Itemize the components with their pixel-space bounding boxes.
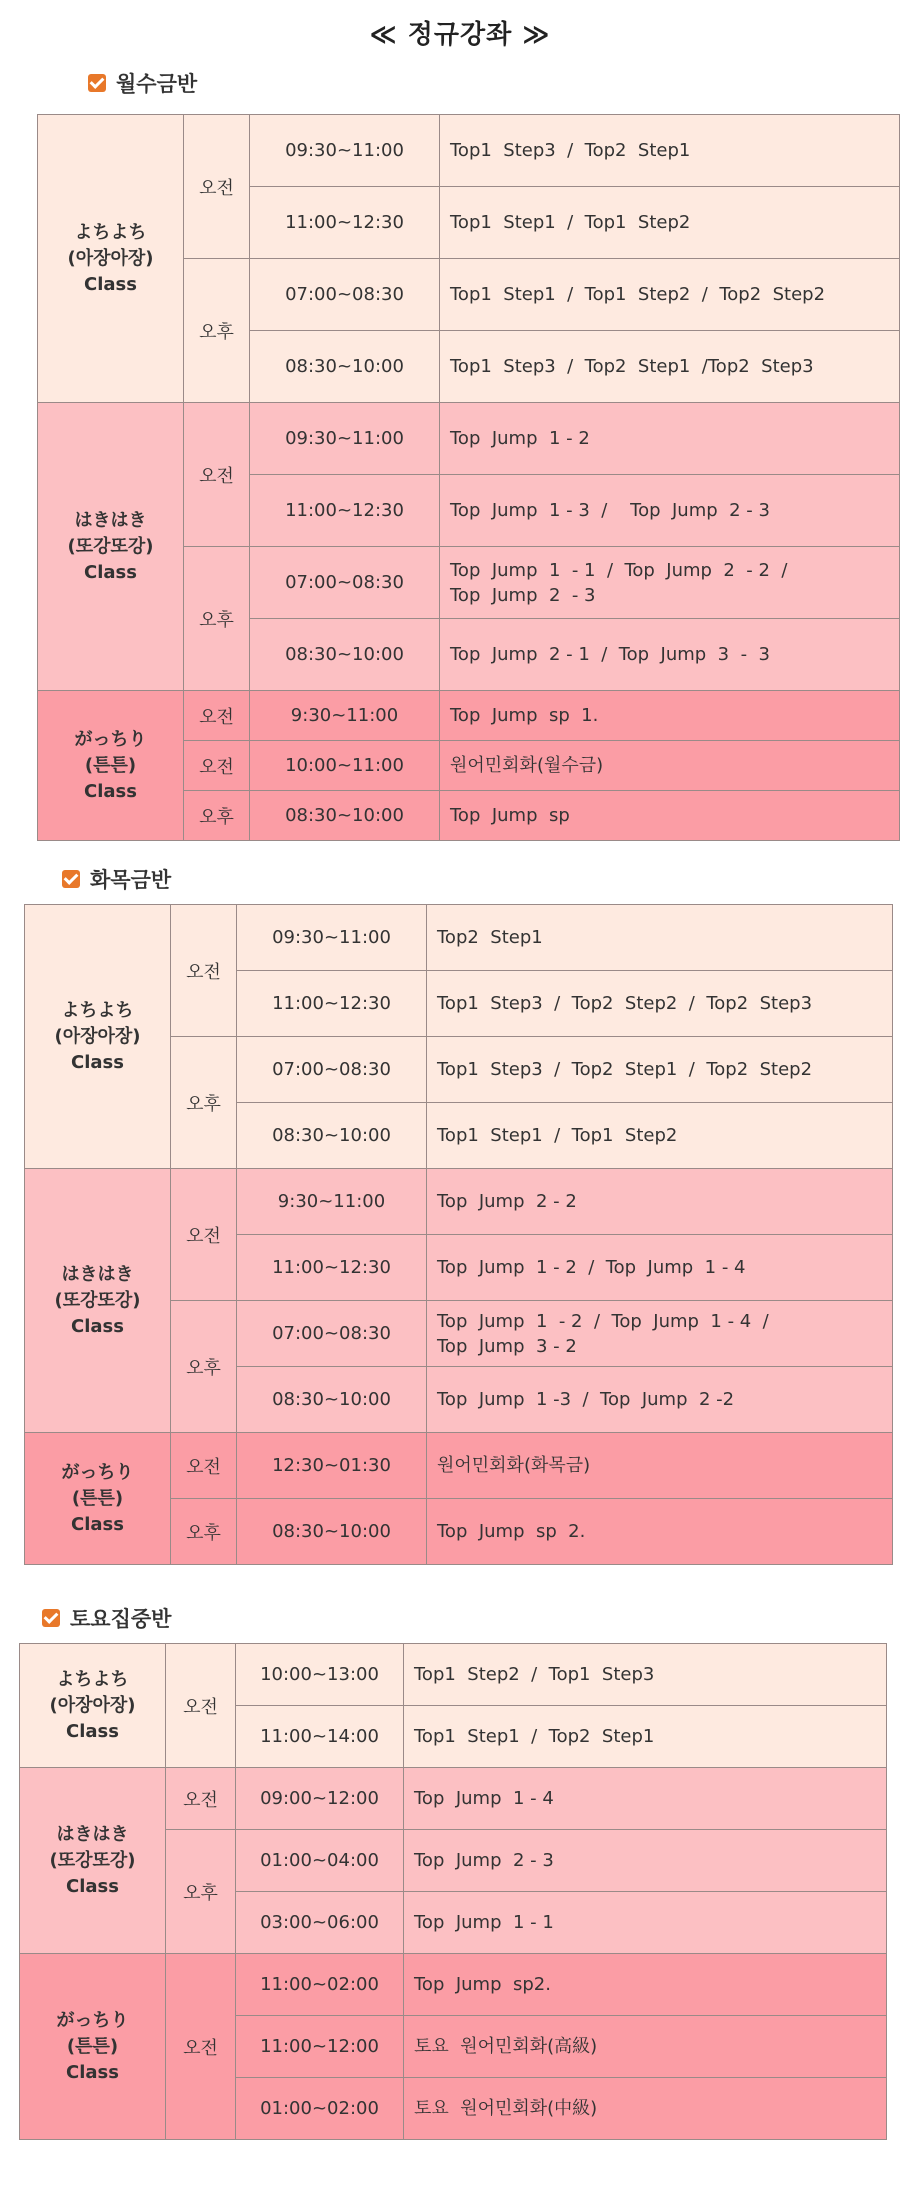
section-title (42, 1603, 171, 1633)
table-row (20, 1768, 887, 1830)
class-level-kr: (또강또강) (54, 1289, 141, 1311)
course-cell: Top Jump sp 1. (440, 691, 900, 741)
class-level-kr: (튼튼) (71, 1487, 124, 1509)
checkbox-icon (62, 870, 80, 888)
course-cell: 토요 원어민회화(中級) (404, 2078, 887, 2140)
course-cell: Top Jump 1 - 2 / Top Jump 1 - 4 (427, 1235, 893, 1301)
class-level-jp: はきはき (56, 1823, 129, 1845)
schedule-table (24, 904, 893, 1565)
course-cell: Top1 Step3 / Top2 Step1 /Top2 Step3 (440, 331, 900, 403)
course-cell: Top Jump 1 - 1 (404, 1892, 887, 1954)
time-cell: 11:00~02:00 (236, 1954, 404, 2016)
time-cell: 10:00~13:00 (236, 1644, 404, 1706)
course-cell: Top Jump 1 - 2 / Top Jump 1 - 4 / Top Jump 3 - 2 (427, 1301, 893, 1367)
time-cell: 08:30~10:00 (250, 619, 440, 691)
course-cell: 원어민회화(월수금) (440, 741, 900, 791)
section-title-text: 화목금반 (90, 868, 172, 892)
time-cell: 01:00~02:00 (236, 2078, 404, 2140)
time-cell: 09:30~11:00 (250, 403, 440, 475)
ampm-cell: 오전 (171, 1433, 237, 1499)
class-level-jp: がっちり (74, 728, 147, 750)
class-level-jp: がっちり (61, 1461, 134, 1483)
checkbox-icon (88, 74, 106, 92)
course-cell: Top1 Step3 / Top2 Step1 / Top2 Step2 (427, 1037, 893, 1103)
table-row (38, 691, 900, 741)
time-cell: 08:30~10:00 (237, 1367, 427, 1433)
time-cell: 9:30~11:00 (250, 691, 440, 741)
course-cell: 원어민회화(화목금) (427, 1433, 893, 1499)
ampm-cell: 오후 (166, 1830, 236, 1954)
table-row (25, 1433, 893, 1499)
course-cell: 토요 원어민회화(高級) (404, 2016, 887, 2078)
table-row (38, 115, 900, 187)
class-level-kr: (아장아장) (54, 1025, 141, 1047)
time-cell: 09:00~12:00 (236, 1768, 404, 1830)
time-cell: 12:30~01:30 (237, 1433, 427, 1499)
class-level-kr: (또강또강) (67, 535, 154, 557)
course-cell: Top2 Step1 (427, 905, 893, 971)
time-cell: 09:30~11:00 (250, 115, 440, 187)
course-cell: Top Jump 2 - 2 (427, 1169, 893, 1235)
class-level-jp: よちよち (74, 221, 147, 243)
time-cell: 08:30~10:00 (237, 1499, 427, 1565)
class-level-cell (38, 403, 184, 691)
class-level-jp: よちよち (61, 999, 134, 1021)
course-cell: Top1 Step2 / Top1 Step3 (404, 1644, 887, 1706)
time-cell: 08:30~10:00 (250, 791, 440, 841)
course-cell: Top1 Step1 / Top2 Step1 (404, 1706, 887, 1768)
time-cell: 11:00~12:30 (237, 971, 427, 1037)
time-cell: 11:00~12:30 (237, 1235, 427, 1301)
class-level-kr: (튼튼) (84, 754, 137, 776)
section-title (88, 68, 197, 98)
course-cell: Top Jump 1 - 1 / Top Jump 2 - 2 / Top Jump 2 - 3 (440, 547, 900, 619)
ampm-cell: 오전 (184, 403, 250, 547)
course-cell: Top Jump sp 2. (427, 1499, 893, 1565)
ampm-cell: 오전 (166, 1644, 236, 1768)
table-row (25, 1169, 893, 1235)
course-cell: Top1 Step1 / Top1 Step2 / Top2 Step2 (440, 259, 900, 331)
section-title-text: 월수금반 (116, 72, 198, 96)
class-level-cell (38, 691, 184, 841)
checkbox-icon (42, 1609, 60, 1627)
class-level-kr: (튼튼) (66, 2035, 119, 2057)
class-level-cell (20, 1644, 166, 1768)
class-level-cell (38, 115, 184, 403)
ampm-cell: 오후 (184, 547, 250, 691)
course-cell: Top1 Step1 / Top1 Step2 (427, 1103, 893, 1169)
class-level-class: Class (71, 1051, 124, 1073)
class-level-kr: (또강또강) (49, 1849, 136, 1871)
page-title: ≪ 정규강좌 ≫ (369, 20, 551, 50)
class-level-cell (20, 1954, 166, 2140)
class-level-jp: はきはき (74, 509, 147, 531)
ampm-cell: 오전 (184, 115, 250, 259)
time-cell: 07:00~08:30 (250, 259, 440, 331)
ampm-cell: 오후 (184, 259, 250, 403)
course-cell: Top1 Step1 / Top1 Step2 (440, 187, 900, 259)
table-row (38, 403, 900, 475)
class-level-cell (25, 1169, 171, 1433)
class-level-class: Class (66, 1720, 119, 1742)
course-cell: Top Jump 1 - 2 (440, 403, 900, 475)
ampm-cell: 오전 (166, 1768, 236, 1830)
course-cell: Top Jump 2 - 1 / Top Jump 3 - 3 (440, 619, 900, 691)
class-level-kr: (아장아장) (67, 247, 154, 269)
schedule-table (19, 1643, 887, 2140)
ampm-cell: 오전 (184, 741, 250, 791)
ampm-cell: 오전 (171, 1169, 237, 1301)
time-cell: 09:30~11:00 (237, 905, 427, 971)
time-cell: 07:00~08:30 (237, 1037, 427, 1103)
course-cell: Top1 Step3 / Top2 Step2 / Top2 Step3 (427, 971, 893, 1037)
time-cell: 07:00~08:30 (237, 1301, 427, 1367)
class-level-class: Class (71, 1513, 124, 1535)
course-cell: Top Jump sp (440, 791, 900, 841)
class-level-class: Class (66, 2061, 119, 2083)
time-cell: 9:30~11:00 (237, 1169, 427, 1235)
class-level-cell (20, 1768, 166, 1954)
class-level-class: Class (84, 273, 137, 295)
table-row (25, 905, 893, 971)
course-cell: Top Jump 1 - 3 / Top Jump 2 - 3 (440, 475, 900, 547)
class-level-class: Class (84, 780, 137, 802)
time-cell: 11:00~14:00 (236, 1706, 404, 1768)
ampm-cell: 오전 (166, 1954, 236, 2140)
schedule-table (37, 114, 900, 841)
class-level-class: Class (71, 1315, 124, 1337)
time-cell: 11:00~12:30 (250, 187, 440, 259)
time-cell: 01:00~04:00 (236, 1830, 404, 1892)
course-cell: Top Jump 1 - 4 (404, 1768, 887, 1830)
class-level-class: Class (84, 561, 137, 583)
time-cell: 03:00~06:00 (236, 1892, 404, 1954)
course-cell: Top Jump sp2. (404, 1954, 887, 2016)
ampm-cell: 오후 (184, 791, 250, 841)
time-cell: 11:00~12:30 (250, 475, 440, 547)
course-cell: Top Jump 1 -3 / Top Jump 2 -2 (427, 1367, 893, 1433)
time-cell: 08:30~10:00 (250, 331, 440, 403)
time-cell: 07:00~08:30 (250, 547, 440, 619)
course-cell: Top1 Step3 / Top2 Step1 (440, 115, 900, 187)
ampm-cell: 오후 (171, 1037, 237, 1169)
class-level-class: Class (66, 1875, 119, 1897)
ampm-cell: 오전 (184, 691, 250, 741)
class-level-jp: はきはき (61, 1263, 134, 1285)
ampm-cell: 오전 (171, 905, 237, 1037)
course-cell: Top Jump 2 - 3 (404, 1830, 887, 1892)
table-row (20, 1644, 887, 1706)
time-cell: 11:00~12:00 (236, 2016, 404, 2078)
time-cell: 10:00~11:00 (250, 741, 440, 791)
class-level-kr: (아장아장) (49, 1694, 136, 1716)
section-title (62, 864, 171, 894)
class-level-jp: がっちり (56, 2009, 129, 2031)
class-level-cell (25, 905, 171, 1169)
class-level-cell (25, 1433, 171, 1565)
ampm-cell: 오후 (171, 1499, 237, 1565)
class-level-jp: よちよち (56, 1668, 129, 1690)
time-cell: 08:30~10:00 (237, 1103, 427, 1169)
table-row (20, 1954, 887, 2016)
ampm-cell: 오후 (171, 1301, 237, 1433)
section-title-text: 토요집중반 (70, 1607, 172, 1631)
